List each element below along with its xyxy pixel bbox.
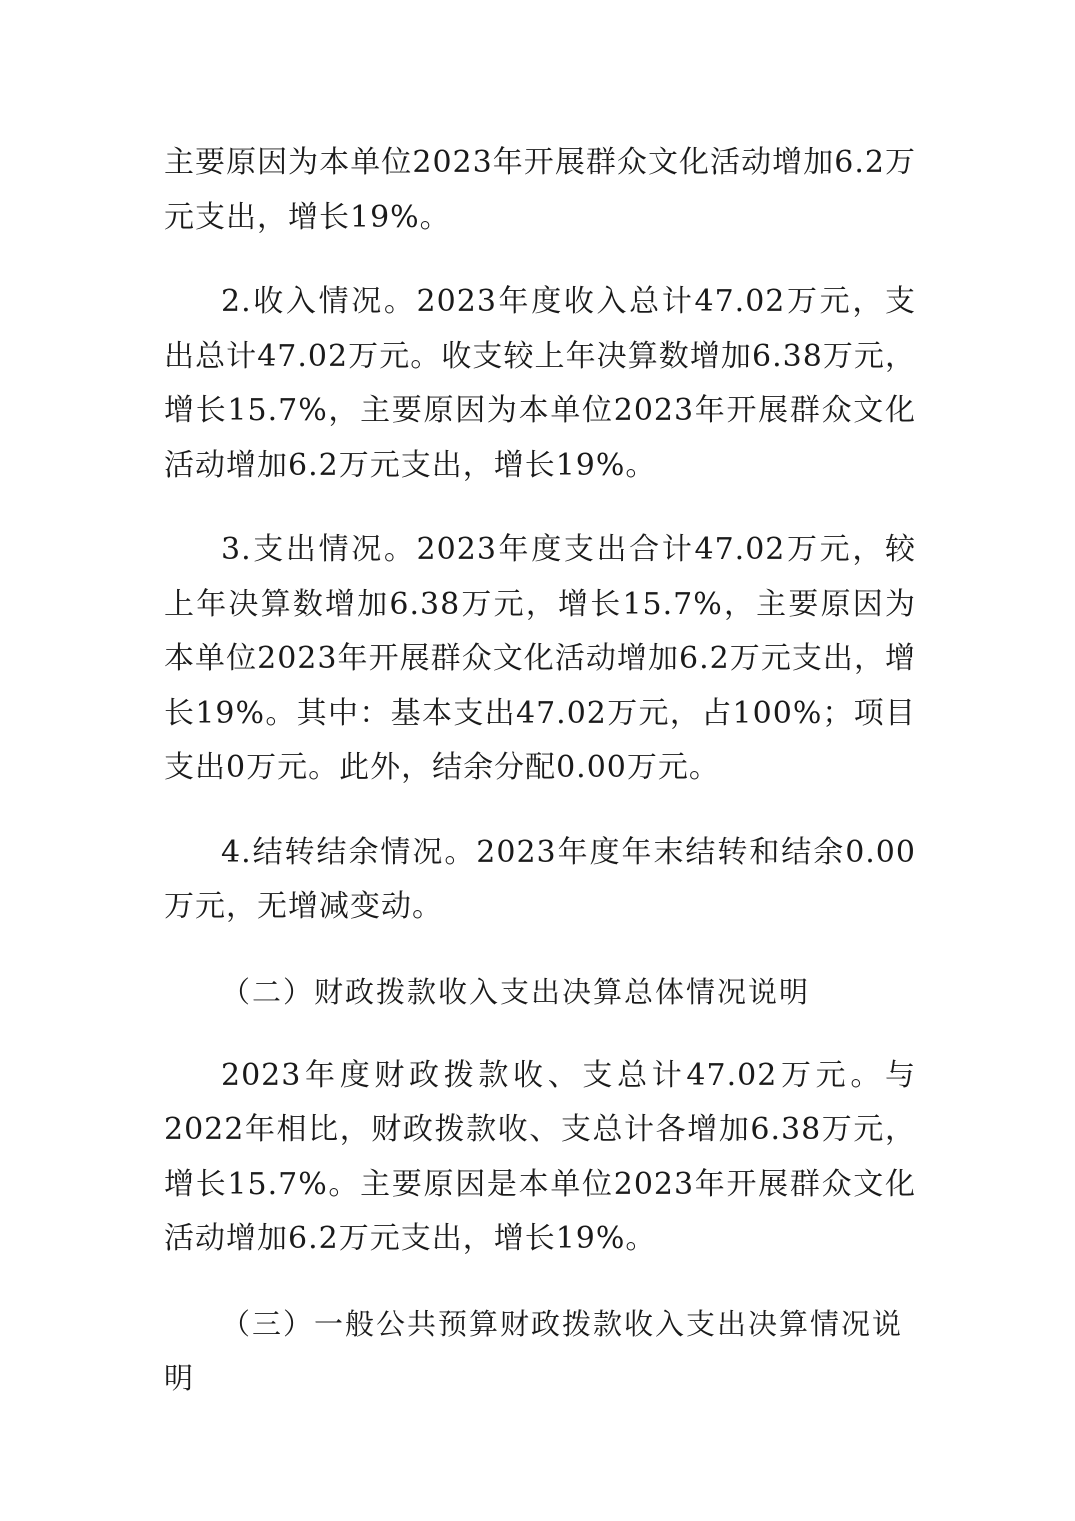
paragraph-expenditure: 3.支出情况。2023年度支出合计47.02万元，较上年决算数增加6.38万元，增长15.7%，主要原因为本单位2023年开展群众文化活动增加6.2万元支出，增长19%。其中：基本支出47.02万元，占100%；项目支出0万元。此外，结余分配0.00万元。	[164, 532, 916, 785]
paragraph-spacer	[164, 245, 916, 275]
paragraph-spacer	[164, 935, 916, 965]
paragraph-spacer	[164, 493, 916, 523]
paragraph-spacer	[164, 796, 916, 826]
section-heading-3: （三）一般公共预算财政拨款收入支出决算情况说明	[164, 1306, 904, 1395]
document-page	[164, 136, 916, 1405]
paragraph-spacer	[164, 1267, 916, 1297]
paragraph-spacer	[164, 1019, 916, 1049]
paragraph-carryover: 4.结转结余情况。2023年度年末结转和结余0.00万元，无增减变动。	[164, 834, 916, 924]
paragraph-income: 2.收入情况。2023年度收入总计47.02万元，支出总计47.02万元。收支较上年决算数增加6.38万元，增长15.7%，主要原因为本单位2023年开展群众文化活动增加6.2万元支出，增长19%。	[164, 284, 916, 483]
section-heading-2: （二）财政拨款收入支出决算总体情况说明	[221, 974, 811, 1009]
paragraph-continued-reason: 主要原因为本单位2023年开展群众文化活动增加6.2万元支出，增长19%。	[164, 145, 916, 235]
paragraph-fiscal-appropriation: 2023年度财政拨款收、支总计47.02万元。与2022年相比，财政拨款收、支总计各增加6.38万元，增长15.7%。主要原因是本单位2023年开展群众文化活动增加6.2万元支出，增长19%。	[164, 1057, 916, 1256]
